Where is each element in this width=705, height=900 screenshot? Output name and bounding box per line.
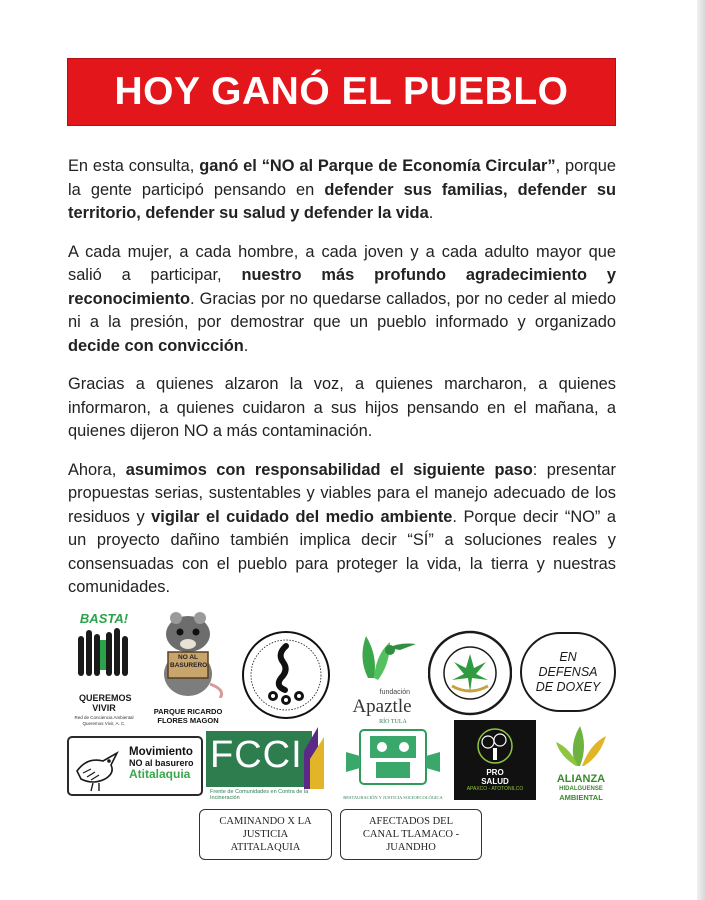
hummingbird-icon [338, 628, 426, 684]
raised-hands-icon [66, 626, 142, 688]
movimiento-l2: NO al basurero [129, 758, 194, 768]
text-run: En esta consulta, [68, 157, 200, 175]
apaztle-small-label: fundación [379, 689, 410, 696]
logo-en-defensa-de-doxey [520, 632, 616, 712]
bold-run: vigilar el cuidado del medio ambiente [151, 507, 453, 526]
logo-rio-tula [340, 718, 446, 802]
prosalud-l1: PRO [486, 768, 504, 777]
title-banner [67, 58, 616, 126]
text-run: . Porque decir “NO” a un proyecto dañino también implica decir “SÍ” a soluciones reales y consensuadas con el pueblo para proteger la vida, la tierra y nuestras comunidades. [68, 507, 616, 596]
page-title: HOY GANÓ EL PUEBLO [114, 70, 569, 113]
paragraph [68, 155, 616, 226]
text-run: . Gracias por no quedarse callados, por no ceder al miedo ni a la presión, por demostrar que un pueblo informado y organizado [68, 289, 616, 331]
text-run: . [428, 204, 434, 222]
rio-tula-bottom: RESTAURACIÓN Y JUSTICIA SOCIOECOLÓGICA [343, 795, 443, 800]
basta-label: BASTA! [79, 611, 129, 626]
movimiento-l1: Movimiento [129, 746, 193, 758]
page-edge [697, 0, 705, 900]
logo-fcci [206, 723, 324, 799]
afectados-canal-box [340, 809, 482, 860]
parque-name: PARQUE RICARDO FLORES MAGON [153, 707, 223, 725]
rio-tula-top: RÍO TULA [379, 719, 407, 725]
paragraph [68, 241, 616, 359]
text-run: . [243, 336, 249, 355]
aztec-glyph-icon [340, 726, 446, 790]
fcci-name: FCCI [210, 734, 303, 776]
text-run: , porque la gente participó pensando en [68, 157, 617, 199]
apaztle-name: Apaztle [352, 696, 412, 717]
logo-pro-salud [454, 720, 536, 800]
afectados-canal-text: AFECTADOS DEL CANAL TLAMACO - JUANDHO [362, 816, 460, 853]
logo-alianza-hidalguense [546, 722, 616, 802]
alianza-l3: AMBIENTAL [559, 793, 603, 802]
leaves-icon [546, 722, 616, 768]
bold-run: decide con convicción [68, 336, 244, 355]
logo-circular-emblem [241, 630, 331, 720]
bold-run: nuestro más profundo agradecimiento y reconocimiento [68, 266, 616, 308]
text-run: : presentar propuestas serias, sustentables y viables para el manejo adecuado de los residuos y [68, 460, 616, 526]
movimiento-l3: Atitalaquia [129, 767, 191, 781]
queremos-vivir-org: Red de Conciencia Ambiental Queremos Vivir, A. C. [74, 715, 134, 726]
text-run: Gracias a quienes alzaron la voz, a quienes marcharon, a quienes informaron, a quienes cuidaron a sus hijos pensando en el mañana, a quienes dijeron NO a más contaminación. [68, 375, 616, 440]
alianza-l1: ALIANZA [556, 773, 606, 785]
caminando-justicia-box [199, 809, 332, 860]
text-run: A cada mujer, a cada hombre, a cada joven y a cada adulto mayor que salió a participar, [68, 242, 616, 284]
paragraph [68, 459, 616, 600]
defensa-doxey-text: EN DEFENSA DE DOXEY [535, 649, 601, 694]
prosalud-l3: APAXCO - ATOTONILCO [466, 786, 524, 792]
logo-union-ecologista [428, 628, 512, 718]
fcci-subtitle: Frente de Comunidades en Contra de la Incineración [210, 789, 309, 801]
logo-fundacion-apaztle [338, 628, 426, 720]
spiral-glyph-icon [241, 630, 331, 720]
queremos-vivir-label: QUEREMOS VIVIR [79, 693, 132, 713]
bold-run: asumimos con responsabilidad el siguiente paso [125, 460, 533, 479]
prosalud-l2: SALUD [481, 777, 509, 786]
bold-run: defender sus familias, defender su territorio, defender su salud y defender la vida [68, 180, 616, 222]
bold-run: ganó el “NO al Parque de Economía Circular” [199, 157, 556, 175]
logo-queremos-vivir [66, 612, 142, 734]
text-run: Ahora, [68, 460, 126, 479]
paragraph [68, 373, 616, 444]
no-al-basurero-sign: NO AL BASURERO [170, 654, 208, 669]
statement-text [68, 155, 616, 615]
caminando-justicia-text: CAMINANDO X LA JUSTICIA ATITALAQUIA [219, 816, 312, 853]
logo-parque-flores-magon [148, 610, 228, 732]
alianza-l2: HIDALGUENSE [559, 786, 603, 792]
logo-movimiento-atitalaquia [67, 736, 203, 796]
bird-icon [71, 739, 127, 795]
tree-icon [454, 724, 536, 774]
